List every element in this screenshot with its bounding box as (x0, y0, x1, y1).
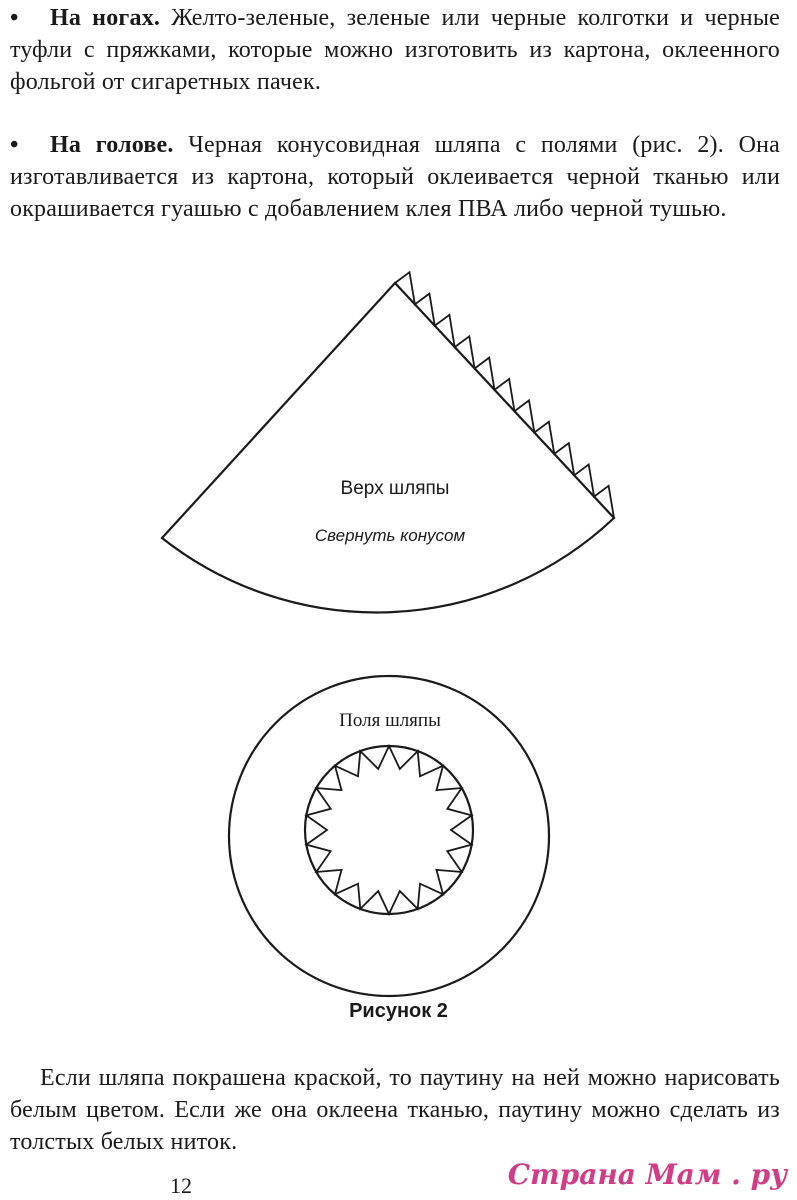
brim-label: Поля шляпы (339, 710, 441, 731)
paragraph-text: Желто-зеленые, зеленые или черные колготки и черные туфли с пряжками, которые можно изготовить из картона, оклеенного фольгой от сигаретных пачек. (10, 5, 780, 95)
paragraph-text: Черная конусовидная шляпа с полями (рис. 2). Она изготавливается из картона, который оклеивается черной тканью или окрашивается гуашью с добавлением клея ПВА либо черной тушью. (10, 132, 780, 222)
paragraph-web (10, 1062, 780, 1158)
figure-caption: Рисунок 2 (349, 1000, 448, 1022)
paragraph-text: Если шляпа покрашена краской, то паутину на ней можно нарисовать белым цветом. Если же она оклеена тканью, паутину можно сделать из толстых белых ниток. (10, 1065, 780, 1155)
page-number: 12 (170, 1173, 192, 1198)
brim-tab-zigzag (306, 746, 471, 914)
brim-glue-tabs (306, 746, 471, 914)
paragraph-lead: На голове. (50, 132, 174, 158)
cone-instruction: Свернуть конусом (314, 526, 466, 545)
bullet: • (10, 132, 19, 158)
cone-sector-shape (162, 283, 614, 612)
cone-label: Верх шляпы (340, 478, 450, 499)
paragraph-lead: На ногах. (50, 5, 161, 31)
bullet: • (10, 5, 19, 31)
brim-inner-circle (305, 746, 473, 914)
watermark-logo: Страна Мам . ру (507, 1158, 787, 1191)
